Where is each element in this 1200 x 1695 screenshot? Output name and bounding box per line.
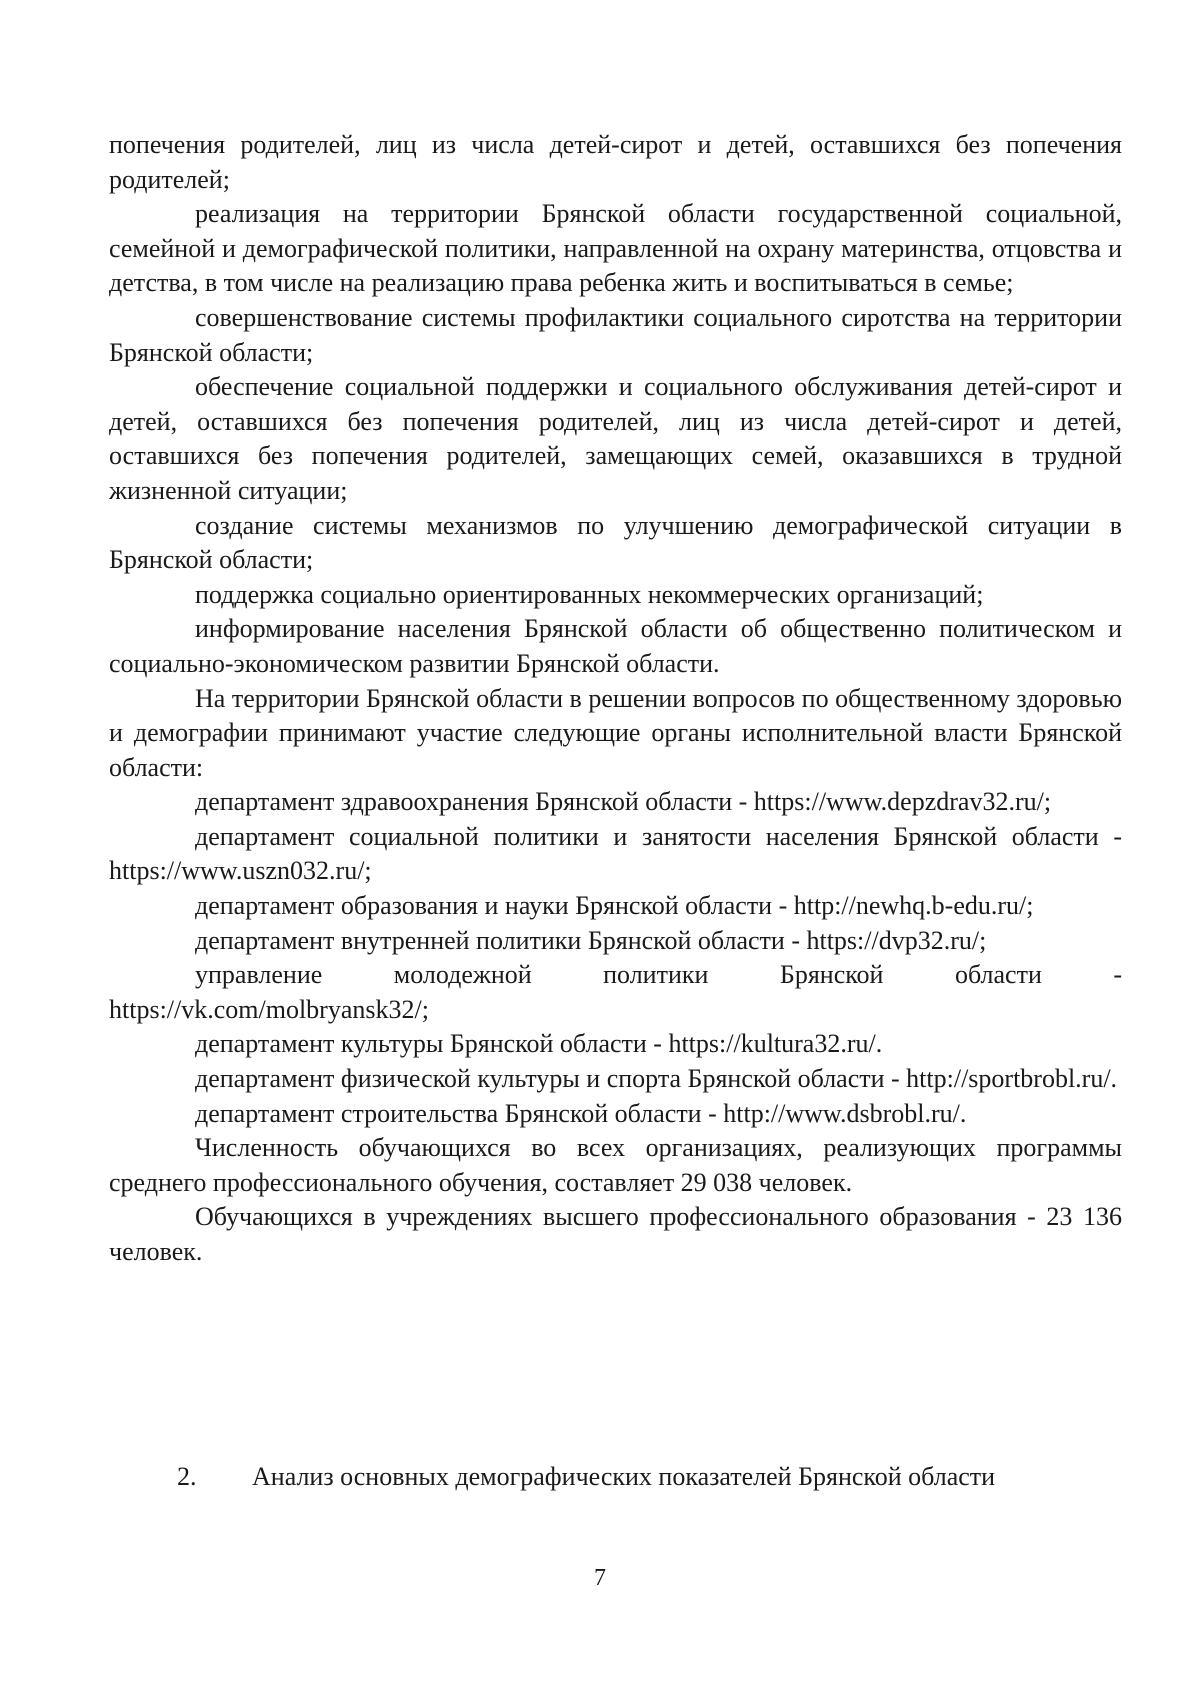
paragraph: Обучающихся в учреждениях высшего профессионального образования - 23 136 человек. — [109, 1202, 1122, 1266]
section-number: 2. — [177, 1462, 197, 1491]
paragraph: департамент образования и науки Брянской области - http://newhq.b-edu.ru/; — [195, 891, 1034, 921]
paragraph: информирование населения Брянской области об общественно политическом и социально-экономическом развитии Брянской области. — [109, 614, 1122, 678]
paragraph: департамент физической культуры и спорта Брянской области - http://sportbrobl.ru/. — [195, 1064, 1118, 1094]
paragraph: создание системы механизмов по улучшению демографической ситуации в Брянской области; — [109, 510, 1122, 575]
paragraph: реализация на территории Брянской области государственной социальной, семейной и демографической политики, направленной на охрану материнства, отцовства и детства, в том числе на реализацию права ребенка жить и воспитываться в семье; — [109, 199, 1122, 298]
section-heading — [177, 1460, 1117, 1494]
paragraph: попечения родителей, лиц из числа детей-сирот и детей, оставшихся без попечения родителей; — [109, 130, 1122, 194]
body-text — [109, 128, 1122, 1270]
paragraph: департамент внутренней политики Брянской области - https://dvp32.ru/; — [195, 925, 987, 955]
paragraph: На территории Брянской области в решении вопросов по общественному здоровью и демографии принимают участие следующие органы исполнительной власти Брянской области: — [109, 683, 1122, 782]
paragraph: поддержка социально ориентированных некоммерческих организаций; — [195, 579, 984, 609]
paragraph: совершенствование системы профилактики социального сиротства на территории Брянской области; — [109, 302, 1122, 367]
paragraph: департамент здравоохранения Брянской области - https://www.depzdrav32.ru/; — [195, 787, 1052, 817]
paragraph: департамент строительства Брянской области - http://www.dsbrobl.ru/. — [195, 1098, 967, 1128]
paragraph: департамент культуры Брянской области - https://kultura32.ru/. — [195, 1029, 883, 1059]
section-title: Анализ основных демографических показателей Брянской области — [252, 1462, 996, 1491]
paragraph: обеспечение социальной поддержки и социального обслуживания детей-сирот и детей, оставшихся без попечения родителей, лиц из числа детей-сирот и детей, оставшихся без попечения родителей, замещающих семей, оказавшихся в трудной жизненной ситуации; — [109, 372, 1122, 505]
paragraph: управление молодежной политики Брянской области - https://vk.com/molbryansk32/; — [109, 960, 1122, 1024]
page-number: 7 — [594, 1565, 606, 1591]
paragraph: департамент социальной политики и занятости населения Брянской области - https://www.uszn032.ru/; — [109, 821, 1122, 886]
paragraph: Численность обучающихся во всех организациях, реализующих программы среднего профессионального обучения, составляет 29 038 человек. — [109, 1133, 1122, 1197]
